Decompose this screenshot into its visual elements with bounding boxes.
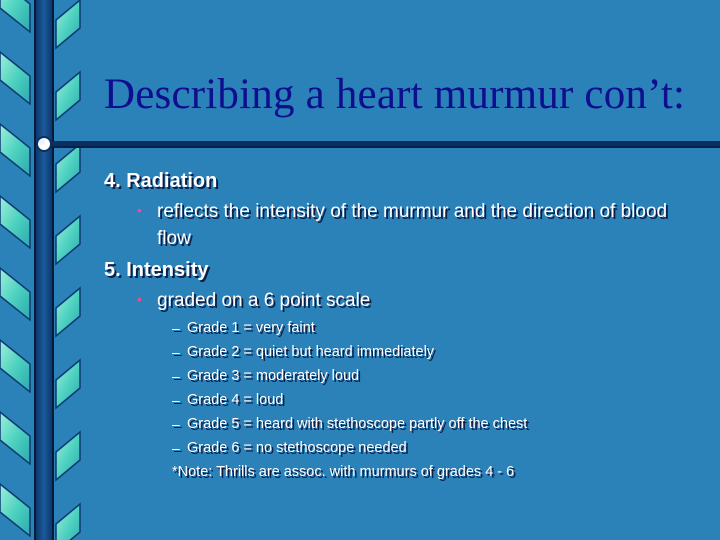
grade-item: Grade 3 = moderately loud <box>187 368 360 384</box>
ribbon-tab-right <box>56 504 80 540</box>
ribbon-tab-right <box>56 360 80 408</box>
ribbon-tab-left <box>0 0 30 32</box>
grade-item: Grade 5 = heard with stethoscope partly off the chest <box>187 416 528 432</box>
ribbon-tab-right <box>56 216 80 264</box>
radiation-description-line1: reflects the intensity of the murmur and the direction of blood <box>157 201 668 222</box>
ribbon-tab-right <box>56 288 80 336</box>
grade-item: Grade 2 = quiet but heard immediately <box>187 344 435 360</box>
heading-radiation: 4. Radiation <box>104 170 218 192</box>
decorative-left-border <box>0 0 84 540</box>
heading-intensity: 5. Intensity <box>104 259 209 281</box>
ribbon-tab-right <box>56 432 80 480</box>
dash-marker: – <box>172 416 180 432</box>
ribbon-tab-left <box>0 124 30 176</box>
bullet-marker: • <box>137 202 142 218</box>
title-underline <box>34 136 720 154</box>
ribbon-tab-left <box>0 412 30 464</box>
dash-marker: – <box>172 320 180 336</box>
ribbon-tab-left <box>0 268 30 320</box>
grade-item: Grade 6 = no stethoscope needed <box>187 440 407 456</box>
ribbon-tab-right <box>56 0 80 48</box>
ribbon-tab-left <box>0 340 30 392</box>
thrills-note: *Note: Thrills are assoc. with murmurs of grades 4 - 6 <box>172 464 515 480</box>
dash-marker: – <box>172 344 180 360</box>
radiation-description-line2: flow <box>157 228 191 249</box>
bullet-marker: • <box>137 291 142 307</box>
ribbon-tab-left <box>0 196 30 248</box>
ribbon-tab-left <box>0 52 30 104</box>
ribbon-tab-right <box>56 72 80 120</box>
dash-marker: – <box>172 368 180 384</box>
grade-item: Grade 4 = loud <box>187 392 284 408</box>
grade-item: Grade 1 = very faint <box>187 320 315 336</box>
slide-title: Describing a heart murmur con’t: <box>104 71 686 118</box>
intensity-description: graded on a 6 point scale <box>157 290 371 311</box>
dash-marker: – <box>172 392 180 408</box>
ribbon-tab-left <box>0 484 30 536</box>
dash-marker: – <box>172 440 180 456</box>
